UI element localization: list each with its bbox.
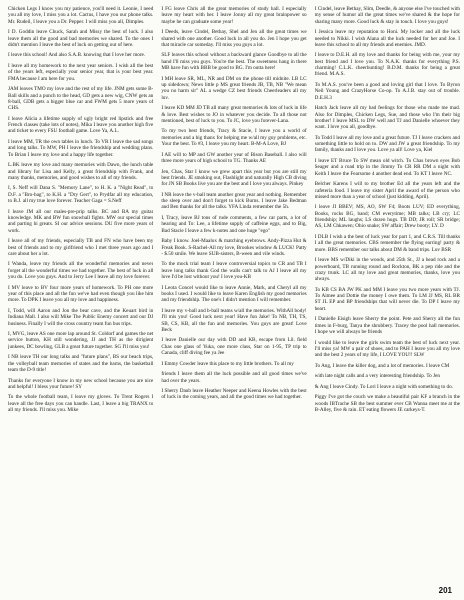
will-paragraph: JAM leaves TMO my love and the rest of my life. JNM gets some B-Ball skills and a punch to the head, GD gets a new wig, CNW gets an 8-ball, GDB gets a bigger blue car and FWM gets 5 more years of CHS. — [8, 86, 154, 112]
will-paragraph: I Danielle Eisigh leave Sherry the point. Pete and Sherry all the fun times in F-burg, Tanya the shrubbery. Tracey the pool hall memories. I hope we will always be friends — [314, 316, 460, 336]
will-paragraph: I Wanda, leave my friends all the wonderful memories and never forget all the wonderful times we had together. The best of luck in all you do. Love you guys. And to Jerry Lee I leave all my love forever. — [8, 261, 154, 281]
will-paragraph: Hatch Jack leave all my bad feelings for those who made me mad. Also for Dimples, Chicken Legs, Sue, and those who I'm their big brother! I leave MSL to DW well and TJ and Danielle whoever they want. I love you all, goodbye. — [314, 105, 460, 131]
will-paragraph: with late night calls and a very interesting friendship. To Jen — [314, 373, 440, 380]
will-paragraph: I DLB I wish a the best of luck year for part 1, and C.R.S. Till thanks I all the great memories. CBS remember the flying earring! party & more. BBS remember our talks about DM & band trips. Luv BSR — [314, 234, 460, 253]
will-paragraph: I leave MM, TR the own tables in lunch. To VR I leave the sad songs and long talks. To MW, PH I leave the friendship and wedding plans. To Brian I leave my love and a happy life together. — [8, 138, 154, 158]
will-paragraph: To the whole football team, I leave my gloves. To Trent Rogers I leave all the free days you can handle. Last, I leave a big TRANX to all my friends. I'll miss you. Mike — [8, 394, 154, 414]
will-paragraph: Chicken Legs I know you my patience, you'll need it. Leonie, I need you all my love, I miss you a lot. Cactus, I have you our phone talks. Mr. Rudeil, I leave you a Dr. Pepper. I will miss you all, Dimples. — [8, 6, 154, 25]
will-paragraph: I leave JM all our males-pre-prip talks. BC and BA my guitar knowledge. MK and BW fun snowball fights. MW our special times and parting hi greats. SI our advice sessions. DU five more years of work. — [8, 208, 154, 234]
will-paragraph: To KB CS BA JW PK and MM I leave you two more years with TJ. To Aimee and Dottie the money I owe them. To LM JJ MS, RL BR ST JL EP and BP friendships that will never die. To DP I leave my heart. — [314, 286, 460, 312]
will-paragraph: I leave Danielle our day with DD and KB, escape from Lil. field Chas one glass of Yuka, one more class, Star on 1-95, TP trip to Canada, cliff diving fee ya Jee — [161, 337, 307, 357]
will-paragraph: I AE will to MP and GW another year of Bison Baseball. I also will three more years of high school to TG. Thanks AE — [161, 151, 307, 164]
will-paragraph: I Emmy Cowder leave this place to my little brothers. To all my — [161, 360, 294, 367]
will-paragraph: L.BK leave my love and many memories with Dawn, the lunch table and library for Lisa and Kelly, a great friendship with Frank, and many thanks, memories, and good wishes to all of my friends. — [8, 162, 154, 181]
will-paragraph: I leave this school! And also S.A.B. knowing that I love her more. — [8, 52, 146, 59]
will-paragraph: I leave Alicia a lifetime supply of ugly bright red lipstick and free French classes (take lots of notes), Mika I leave you another high five and ticket to every FSU football game. Love Ya, A.L. — [8, 115, 154, 135]
will-paragraph: I Deeds, leave Cindel, Bethay, Shel and Jen all the great times we shared with one another. Good luck in all you do. Jen I hope you get that miracle car someday. I'll miss you guys a lot. — [161, 29, 307, 48]
will-paragraph: To my two best friends, Tracy & Stacie, I leave you a world of memories and a big thanx for helping me w/all my guy problems, etc. Your the best. To #3, I leave you my heart. B-M-A Love, BJ — [161, 128, 307, 148]
will-paragraph: I MH leave SR, ML, NR and DM on the phone till midnite. LB LC up sidedown; News little p MS great friends JB, TB, NB "We mean you no harm sir" AL a wedge CZ best friends Cheerleaders all my luv. — [161, 75, 307, 101]
will-paragraph: Belcher Karens I will to my brother Ed all the years left and the cafeteria food. I leave my sister April the award of the person who missed more than a year of school (just kidding, April). — [314, 181, 460, 200]
column-middle — [161, 6, 306, 584]
will-paragraph: Baby I know. Joel-Maalox & matching eyebrows. Andy-Pizza Hut & Freak Book. S-Rachel-All my love, Brookes window & LUCK! Patty - $.50 smile. We leave SUB-sisters, B-ween and vile winds. — [161, 238, 307, 257]
will-paragraph: To Ang, I leave the killer dog, and a lot of memories. I leave CM — [314, 362, 450, 369]
will-paragraph: I leave KD MM JD TB all many great memories & lots of luck in life & love. Best wishes to JO in whatever you decide. To all those not mentioned, best of luck to you. To JC, love you forever-Lana. — [161, 105, 307, 124]
will-paragraph: I Cindel, leave Bethay, Slim, Deedle, & anyone else I've touched with my sense of humor all the great times we've shared & the hope for sharing many more. Good luck & stay in touch. I love you guys! — [314, 6, 460, 25]
will-paragraph: To Todd I leave all my love and a great future. TJ I leave crackers and something little to hold on to. DW and JW a great friendship. To my family, thanks and I love you. Love ya all! Love ya, Kiel — [314, 134, 460, 154]
will-paragraph: I NR leave the v-ball team another great year and nothing. Remember the sleep over and don't forget to kick Burns. I leave Jake Bedman and Ben thanks for all the talks. YFA Linda remember the 5h. — [161, 191, 307, 211]
will-paragraph: I leave all my homework to the next year seniors. I wish all the best of the years left, especially your senior year, that is your best year. FMA because I am here for you. — [8, 62, 154, 82]
will-paragraph: Thanks for everyone I know in my new school because you are nice and helpful! I bless your future! SY — [8, 377, 154, 390]
will-paragraph: I leave to D.E.H. all my love and thanks for being with me, your my best friend and I love you. To N.A.K. thanks for everything P.S. charming! C.L.K. cheerhunting! B.D.M. thanks for being a great friend. M.A.S. — [314, 52, 460, 78]
will-paragraph: I D. Goddin leave Chuck, Sarah and Missy the best of luck. I also leave them all the good and bad memories we shared. To the ones I didn't mention I leave the best of luck on getting out of here. — [8, 29, 154, 48]
will-paragraph: To the mock trial team I leave controversial topics to CR and TB I leave long talks thank God the walls can't talk to AJ I leave all my love I'd be lost without you! I love you-KB — [161, 261, 307, 281]
will-paragraph: To M.A.S. you've been a good and loving girl that I love. To Byron Neil Young and CrazyHorse Co-op. To A.J.B. stay out of trouble. D.E.H.3 — [314, 82, 460, 101]
will-paragraph: I, Tracy, leave BJ tons of rude comments, a few car parts, a lot of hearing and To: Lee, a lifetime supply of caffeine eggs, and to Big, Bad Stacie I leave a few k-notes and one huge "ego" — [161, 214, 307, 234]
will-paragraph: I, MVG, leave AS one more lap around St. Coldorf and games the net service button, KH still wondering, JJ and TH as the dirigient junkees, DC bowling, GLB a great future together. SG I'll miss you! — [8, 331, 154, 350]
will-paragraph: I MV leave to BV four more years of homework. To PH one more year of this place and all the fun we've had even though you like him more. To DPK I leave you all my love and happiness. — [8, 284, 154, 304]
will-paragraph: Jen, Chas, Star I know we grew apart this year but you are still my best friends. JE smoking out, Flashlight and naturally High CB diving for JN SB Books live you are the best and I love you always. Pinkey — [161, 168, 307, 188]
will-paragraph: I leave my v-ball and b-ball teams w/all the memories. WithAll body! I'll mis you! Good luck next year! Have fun Jake! To NB, TH, TS, SB, CS, KB, all the fun and memories. You guys are great! Love Beck — [161, 307, 307, 333]
will-paragraph: I, S. Neff will Dana S. "Memory Lane", to H. K. a "Night Read", to D.F. a "Bro-bag", to K.H. a "Dry Gert", to Prydfar all my education, to B.J. all my true love forever. Teacher Gaga = S.Neff — [8, 185, 154, 205]
will-paragraph: I would like to leave the girls swim team the best of luck next year. I'll miss ya! MW a pair of shoes, and to PAH I leave you all my love and the best 2 years of my life, I LOVE YOU!! SLW — [314, 339, 460, 359]
column-left — [8, 6, 153, 584]
column-right — [315, 6, 460, 584]
will-paragraph: Piggy I've got the couch we make a beautiful pair KF a branch in the woods IBTrache SB the best summer ever CB Wanna meet me at the B-Alley, five & rain. ET eating flowers JE carkeys-T. — [314, 394, 460, 414]
will-paragraph: I Jessica leave my reputation to Honi. My locker and all the luck needed to Nikki. I wish Alana all the luck needed for her and Joe. I leave this school to all my friends and enemies. JMD. — [314, 29, 460, 48]
will-paragraph: I Sherry Daub leave Heather Neeper and Keena Howles with the best of luck in the coming years, and all the good times we had together. — [161, 388, 307, 401]
will-paragraph: I FG leave Chris all the great memories of study hall. I especially leave my heart with her. I leave Jonny all my great brainpower so maybe he can graduate some year! — [161, 6, 307, 25]
will-paragraph: I, Todd, will Aaron and Jon the bear cave, and the Keuart bird in Indiana Mall. I also will Mike The Public Enemy concert and our DJ business. Finally I will the cross country team fun bus trips. — [8, 307, 154, 327]
will-paragraph: I NB leave TH our long talks and "future plans", BS our beach trips, the volleyball team memories of states and the barns, the basketball team the D-9 title! — [8, 354, 154, 373]
page-number: 201 — [438, 586, 452, 595]
will-paragraph: I leave JI BBEV; MS, AO, SW F4; Boots LUV; ED everything, Books, rocks BG, band; CM everytime; MB talks; LB cry; LC friendship; ML laughs; LS dozen hugs. TB DD; JR roll; SR bridge; AS, LM Chkawen; Ohio snake; SW affair; Drew booty; LY. D — [314, 204, 460, 230]
will-paragraph: friends I leave them all the luck possible and all good times we've had over the years. — [161, 371, 307, 384]
will-paragraph: I leave MS w/Diki in the woods, and 25th St., JJ a head rock and a powerboard, TB running round and Rockton, BK a pep ride and the crazy trunk. LC all my love and great memories, thanks, love you always. — [314, 257, 460, 283]
will-paragraph: I leave all of my friends, especially TB and FN who have been my best of friends and to my girlfriend who I met three years ago and I care about her a lot. — [8, 238, 154, 257]
will-paragraph: I leave ET Bruce To SW mean old witch. To Chas brown eyes Bob Seager and a road trip in the Jimmy To CR RR DM a night with Keith I leave the Fearsome 4 another dead end. To KT I leave NC. — [314, 158, 460, 177]
will-paragraph: SLF leaves this school without a backward glance Goodbye to all the hand I'll miss you guys. You're the best. The sweetness hang in there MB have fun with BBB be good to BG. I'm outta here! — [161, 52, 307, 72]
text-columns — [8, 6, 460, 584]
will-paragraph: & Ang I leave Cindy. To Lori I leave a night with something to do. — [314, 383, 454, 390]
will-paragraph: I Leota Concel would like to leave Annie, Mark, and Cheryl all my books I used. I would like to leave Karen English my good memories and my friendship. The one's I didn't mention I will remember. — [161, 284, 307, 304]
